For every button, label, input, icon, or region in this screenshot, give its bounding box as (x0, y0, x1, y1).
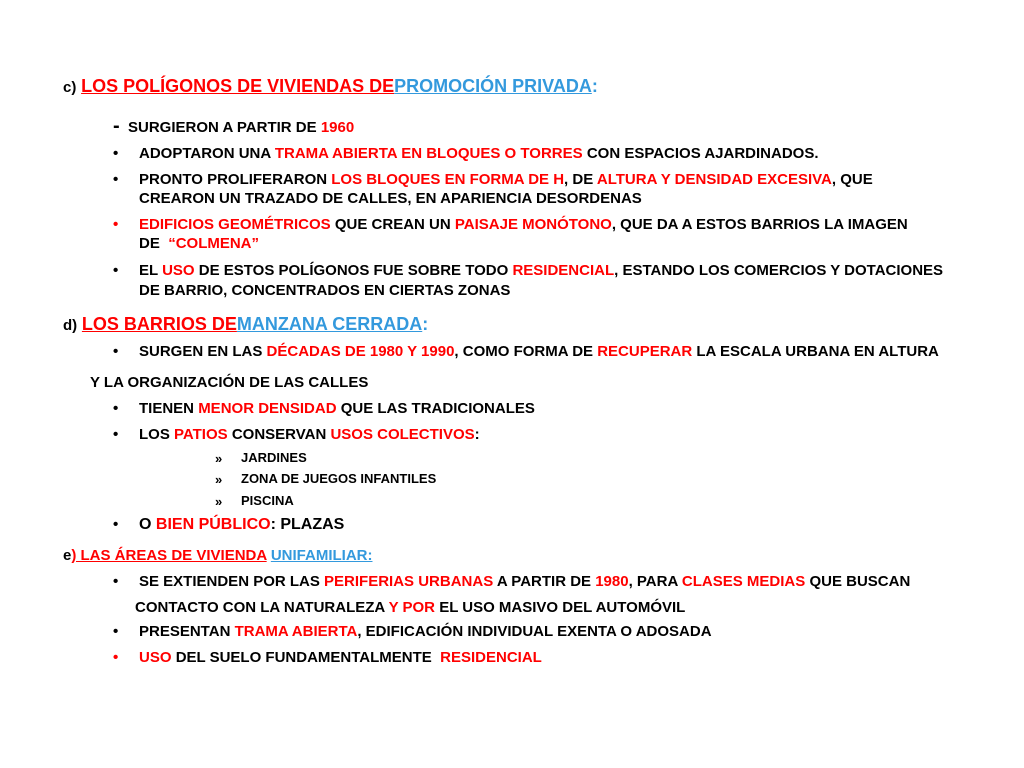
heading-e: e) LAS ÁREAS DE VIVIENDA UNIFAMILIAR: (63, 547, 373, 564)
bullet-icon: • (113, 649, 119, 666)
e-item-1: SE EXTIENDEN POR LAS PERIFERIAS URBANAS A PARTIR DE 1980, PARA CLASES MEDIAS QUE BUSCAN (139, 573, 911, 590)
bullet-icon: • (113, 573, 119, 590)
bullet-icon: • (113, 216, 119, 233)
bullet-icon: • (113, 262, 119, 279)
bullet-icon: • (113, 516, 119, 533)
d-subitem: PISCINA (241, 493, 294, 508)
e-item-2: PRESENTAN TRAMA ABIERTA, EDIFICACIÓN INDIVIDUAL EXENTA O ADOSADA (139, 623, 712, 640)
d-item-1-cont: Y LA ORGANIZACIÓN DE LAS CALLES (90, 374, 369, 391)
bullet-icon: • (113, 343, 119, 360)
c-item-3: PRONTO PROLIFERARON LOS BLOQUES EN FORMA DE H, DE ALTURA Y DENSIDAD EXCESIVA, QUE (139, 171, 873, 188)
e-item-1-cont: CONTACTO CON LA NATURALEZA Y POR EL USO MASIVO DEL AUTOMÓVIL (135, 599, 686, 616)
d-item-4: O BIEN PÚBLICO: PLAZAS (139, 516, 345, 533)
c-item-4: EDIFICIOS GEOMÉTRICOS QUE CREAN UN PAISAJE MONÓTONO, QUE DA A ESTOS BARRIOS LA IMAGEN (139, 216, 908, 233)
c-item-4-cont: DE “COLMENA” (139, 235, 260, 252)
c-item-2: ADOPTARON UNA TRAMA ABIERTA EN BLOQUES O TORRES CON ESPACIOS AJARDINADOS. (139, 145, 819, 162)
e-item-3: USO DEL SUELO FUNDAMENTALMENTE RESIDENCIAL (139, 649, 542, 666)
c-item-5-cont: DE BARRIO, CONCENTRADOS EN CIERTAS ZONAS (139, 282, 511, 299)
d-item-2: TIENEN MENOR DENSIDAD QUE LAS TRADICIONALES (139, 400, 535, 417)
bullet-icon: • (113, 400, 119, 417)
c-item-1: - SURGIERON A PARTIR DE 1960 (113, 115, 355, 137)
c-item-5: EL USO DE ESTOS POLÍGONOS FUE SOBRE TODO RESIDENCIAL, ESTANDO LOS COMERCIOS Y DOTACIONES (139, 262, 944, 279)
d-item-1: SURGEN EN LAS DÉCADAS DE 1980 Y 1990, COMO FORMA DE RECUPERAR LA ESCALA URBANA EN ALTURA (139, 343, 939, 360)
d-subitem: JARDINES (241, 450, 307, 465)
c-item-3-cont: CREARON UN TRAZADO DE CALLES, EN APARIENCIA DESORDENAS (139, 190, 642, 207)
d-item-3: LOS PATIOS CONSERVAN USOS COLECTIVOS: (139, 426, 480, 443)
chevron-right-icon: » (215, 451, 223, 466)
d-subitem: ZONA DE JUEGOS INFANTILES (241, 471, 437, 486)
bullet-icon: • (113, 145, 119, 162)
heading-d: d) LOS BARRIOS DEMANZANA CERRADA: (63, 314, 429, 334)
bullet-icon: • (113, 171, 119, 188)
chevron-right-icon: » (215, 494, 223, 509)
bullet-icon: • (113, 426, 119, 443)
chevron-right-icon: » (215, 472, 223, 487)
heading-c: c) LOS POLÍGONOS DE VIVIENDAS DEPROMOCIÓN PRIVADA: (63, 76, 598, 96)
bullet-icon: • (113, 623, 119, 640)
